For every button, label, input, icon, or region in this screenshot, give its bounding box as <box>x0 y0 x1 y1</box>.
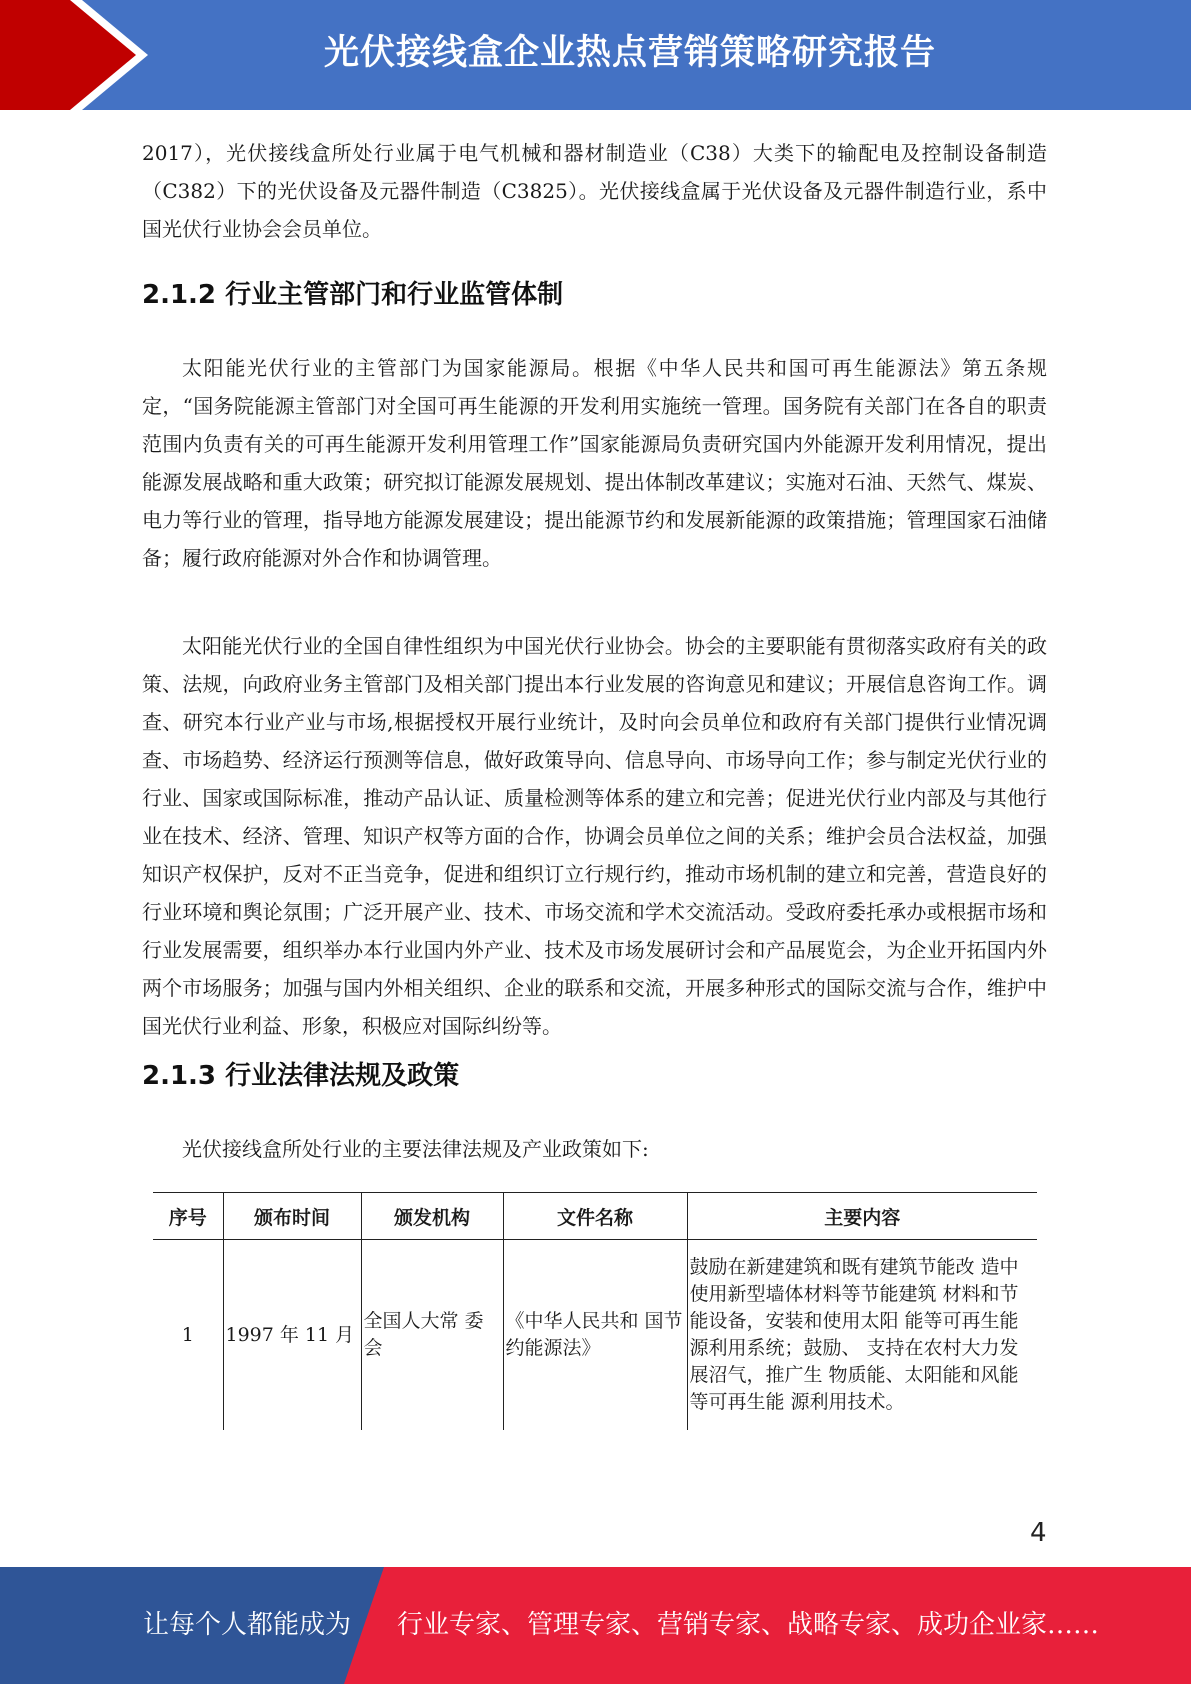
page-footer <box>0 1567 1191 1684</box>
header-arrow-decoration <box>0 0 160 110</box>
paragraph-table-intro: 光伏接线盒所处行业的主要法律法规及产业政策如下: <box>182 1137 649 1161</box>
column-header-index: 序号 <box>153 1193 223 1240</box>
section-heading-2-1-2: 2.1.2 行业主管部门和行业监管体制 <box>142 280 564 310</box>
cell-content: 鼓励在新建建筑和既有建筑节能改 造中使用新型墙体材料等节能建筑 材料和节能设备，安装和使用太阳 能等可再生能源利用系统；鼓励、 支持在农村大力发展沼气，推广生 物质能、太阳能和风能等可再生能 源利用技术。 <box>687 1240 1037 1431</box>
cell-index: 1 <box>181 1323 194 1346</box>
column-header-content: 主要内容 <box>687 1193 1037 1240</box>
column-header-date: 颁布时间 <box>223 1193 361 1240</box>
column-header-document: 文件名称 <box>503 1193 687 1240</box>
paragraph-association: 太阳能光伏行业的全国自律性组织为中国光伏行业协会。协会的主要职能有贯彻落实政府有关的政策、法规，向政府业务主管部门及相关部门提出本行业发展的咨询意见和建议；开展信息咨询工作。调查、研究本行业产业与市场,根据授权开展行业统计，及时向会员单位和政府有关部门提供行业情况调查、市场趋势、经济运行预测等信息，做好政策导向、信息导向、市场导向工作；参与制定光伏行业的行业、国家或国际标准，推动产品认证、质量检测等体系的建立和完善；促进光伏行业内部及与其他行业在技术、经济、管理、知识产权等方面的合作，协调会员单位之间的关系；维护会员合法权益，加强知识产权保护，反对不正当竞争，促进和组织订立行规行约，推动市场机制的建立和完善，营造良好的行业环境和舆论氛围；广泛开展产业、技术、市场交流和学术交流活动。受政府委托承办或根据市场和行业发展需要，组织举办本行业国内外产业、技术及市场发展研讨会和产品展览会，为企业开拓国内外两个市场服务；加强与国内外相关组织、企业的联系和交流，开展多种形式的国际交流与合作，维护中国光伏行业利益、形象，积极应对国际纠纷等。 <box>142 634 1047 1038</box>
column-header-issuer: 颁发机构 <box>361 1193 503 1240</box>
table-row <box>153 1240 1037 1431</box>
policy-table <box>153 1192 1037 1430</box>
table-header-row <box>153 1193 1037 1240</box>
cell-document: 《中华人民共和 国节约能源法》 <box>503 1240 687 1431</box>
cell-issuer: 全国人大常 委会 <box>361 1240 503 1431</box>
report-title: 光伏接线盒企业热点营销策略研究报告 <box>323 33 936 73</box>
footer-slogan-right: 行业专家、管理专家、营销专家、战略专家、成功企业家…… <box>397 1610 1100 1640</box>
section-heading-2-1-3: 2.1.3 行业法律法规及政策 <box>142 1061 460 1091</box>
page-number: 4 <box>1030 1518 1047 1548</box>
cell-date: 1997 年 11 月 <box>223 1240 361 1431</box>
paragraph-industry-classification: 2017），光伏接线盒所处行业属于电气机械和器材制造业（C38）大类下的输配电及控制设备制造（C382）下的光伏设备及元器件制造（C3825）。光伏接线盒属于光伏设备及元器件制造行业，系中国光伏行业协会会员单位。 <box>142 141 1047 241</box>
page-header <box>0 0 1191 110</box>
footer-slogan-left: 让每个人都能成为 <box>143 1610 352 1640</box>
paragraph-authority: 太阳能光伏行业的主管部门为国家能源局。根据《中华人民共和国可再生能源法》第五条规定，“国务院能源主管部门对全国可再生能源的开发利用实施统一管理。国务院有关部门在各自的职责范围内负责有关的可再生能源开发利用管理工作”国家能源局负责研究国内外能源开发利用情况，提出能源发展战略和重大政策；研究拟订能源发展规划、提出体制改革建议；实施对石油、天然气、煤炭、电力等行业的管理，指导地方能源发展建设；提出能源节约和发展新能源的政策措施；管理国家石油储备；履行政府能源对外合作和协调管理。 <box>142 356 1047 570</box>
